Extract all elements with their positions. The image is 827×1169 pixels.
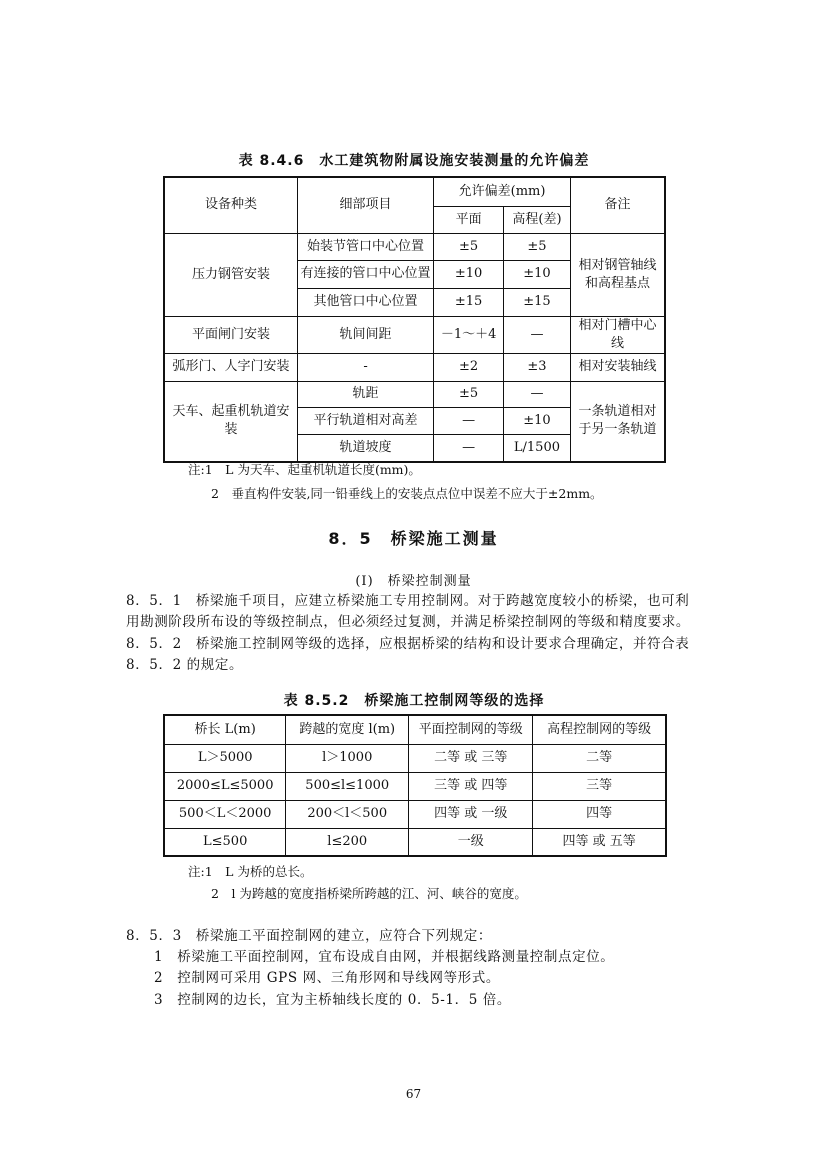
t2-elev-grade: 四等 或 五等 [533, 828, 666, 856]
t2-span: l＞1000 [286, 744, 409, 772]
t1-remark: 相对门槽中心线 [570, 316, 665, 353]
t1-remark: 一条轨道相对于另一条轨道 [570, 381, 665, 462]
t2-elev-grade: 三等 [533, 772, 666, 800]
clause-853-item-3: 3 控制网的边长，宜为主桥轴线长度的 0．5-1．5 倍。 [154, 992, 511, 1008]
table2-note-2: 2 l 为跨越的宽度指桥梁所跨越的江、河、峡谷的宽度。 [211, 886, 527, 901]
t1-item: 有连接的管口中心位置 [297, 260, 433, 288]
t2-length: 2000≤L≤5000 [164, 772, 286, 800]
t1-item: 轨道坡度 [297, 434, 433, 462]
t1-elev: ±3 [504, 353, 571, 381]
table-row [164, 316, 665, 353]
t1-plane: －1～＋4 [434, 316, 504, 353]
t1-plane: — [434, 407, 504, 434]
t1-elev: ±5 [504, 233, 571, 260]
table1-caption: 表 8.4.6 水工建筑物附属设施安装测量的允许偏差 [238, 153, 590, 169]
t2-elev-grade: 四等 [533, 800, 666, 828]
table-row [164, 744, 666, 772]
table-row [164, 381, 665, 407]
t1-head-tolerance: 允许偏差(mm) [434, 177, 571, 206]
clause-852-line-2: 8．5．2 的规定。 [126, 657, 244, 673]
t2-head-elev-grade: 高程控制网的等级 [533, 715, 666, 744]
t1-plane: ±2 [434, 353, 504, 381]
t1-kind: 压力钢管安装 [164, 233, 297, 316]
table2-caption: 表 8.5.2 桥梁施工控制网等级的选择 [283, 693, 545, 709]
t1-elev: L/1500 [504, 434, 571, 462]
t1-kind: 平面闸门安装 [164, 316, 297, 353]
t2-head-span: 跨越的宽度 l(m) [286, 715, 409, 744]
t2-plane-grade: 三等 或 四等 [409, 772, 533, 800]
clause-853-item-1: 1 桥梁施工平面控制网，宜布设成自由网，并根据线路测量控制点定位。 [154, 949, 615, 965]
t2-span: l≤200 [286, 828, 409, 856]
clause-851-line-1: 8．5．1 桥梁施千项目，应建立桥梁施工专用控制网。对于跨越宽度较小的桥梁，也可利 [126, 593, 690, 609]
t2-elev-grade: 二等 [533, 744, 666, 772]
t2-plane-grade: 四等 或 一级 [409, 800, 533, 828]
t1-head-remark: 备注 [570, 177, 665, 233]
t2-head-plane-grade: 平面控制网的等级 [409, 715, 533, 744]
t1-elev: ±15 [504, 288, 571, 316]
t1-elev: — [504, 381, 571, 407]
t1-plane: — [434, 434, 504, 462]
t1-elev: ±10 [504, 260, 571, 288]
table1 [163, 176, 666, 463]
t1-elev: ±10 [504, 407, 571, 434]
t2-plane-grade: 二等 或 三等 [409, 744, 533, 772]
table-row [164, 800, 666, 828]
t2-plane-grade: 一级 [409, 828, 533, 856]
page-number: 67 [405, 1087, 422, 1101]
t1-item: - [297, 353, 433, 381]
table2-note-1: 注:1 L 为桥的总长。 [188, 864, 313, 879]
t1-item: 始装节管口中心位置 [297, 233, 433, 260]
t1-plane: ±15 [434, 288, 504, 316]
table-row [164, 828, 666, 856]
t1-item: 平行轨道相对高差 [297, 407, 433, 434]
section-title: 8．5 桥梁施工测量 [328, 529, 499, 548]
clause-853-item-2: 2 控制网可采用 GPS 网、三角形网和导线网等形式。 [154, 970, 500, 986]
t1-plane: ±5 [434, 233, 504, 260]
t2-length: 500＜L＜2000 [164, 800, 286, 828]
t1-head-kind: 设备种类 [164, 177, 297, 233]
table-row [164, 772, 666, 800]
clause-852-line-1: 8．5．2 桥梁施工控制网等级的选择，应根据桥梁的结构和设计要求合理确定，并符合表 [126, 636, 690, 652]
t1-head-item: 细部项目 [297, 177, 433, 233]
t1-plane: ±10 [434, 260, 504, 288]
t1-item: 轨间间距 [297, 316, 433, 353]
t2-length: L＞5000 [164, 744, 286, 772]
t1-head-plane: 平面 [434, 206, 504, 233]
table-row [164, 233, 665, 260]
table2 [163, 714, 667, 857]
t1-plane: ±5 [434, 381, 504, 407]
clause-851-line-2: 用勘测阶段所布设的等级控制点，但必须经过复测，并满足桥梁控制网的等级和精度要求。 [126, 614, 690, 630]
clause-853-lead: 8．5．3 桥梁施工平面控制网的建立，应符合下列规定： [126, 928, 492, 944]
t1-head-elev: 高程(差) [504, 206, 571, 233]
t1-item: 轨距 [297, 381, 433, 407]
t1-item: 其他管口中心位置 [297, 288, 433, 316]
table1-note-2: 2 垂直构件安装,同一铅垂线上的安装点点位中误差不应大于±2mm。 [211, 486, 603, 501]
table1-note-1: 注:1 L 为天车、起重机轨道长度(mm)。 [188, 462, 421, 477]
t1-kind: 弧形门、人字门安装 [164, 353, 297, 381]
t1-remark: 相对钢管轴线和高程基点 [570, 233, 665, 316]
section-subtitle: (Ⅰ) 桥梁控制测量 [355, 574, 472, 589]
t2-span: 200＜l＜500 [286, 800, 409, 828]
t2-span: 500≤l≤1000 [286, 772, 409, 800]
t2-head-length: 桥长 L(m) [164, 715, 286, 744]
t1-remark: 相对安装轴线 [570, 353, 665, 381]
t1-kind: 天车、起重机轨道安装 [164, 381, 297, 462]
t1-elev: — [504, 316, 571, 353]
table-row [164, 353, 665, 381]
t2-length: L≤500 [164, 828, 286, 856]
